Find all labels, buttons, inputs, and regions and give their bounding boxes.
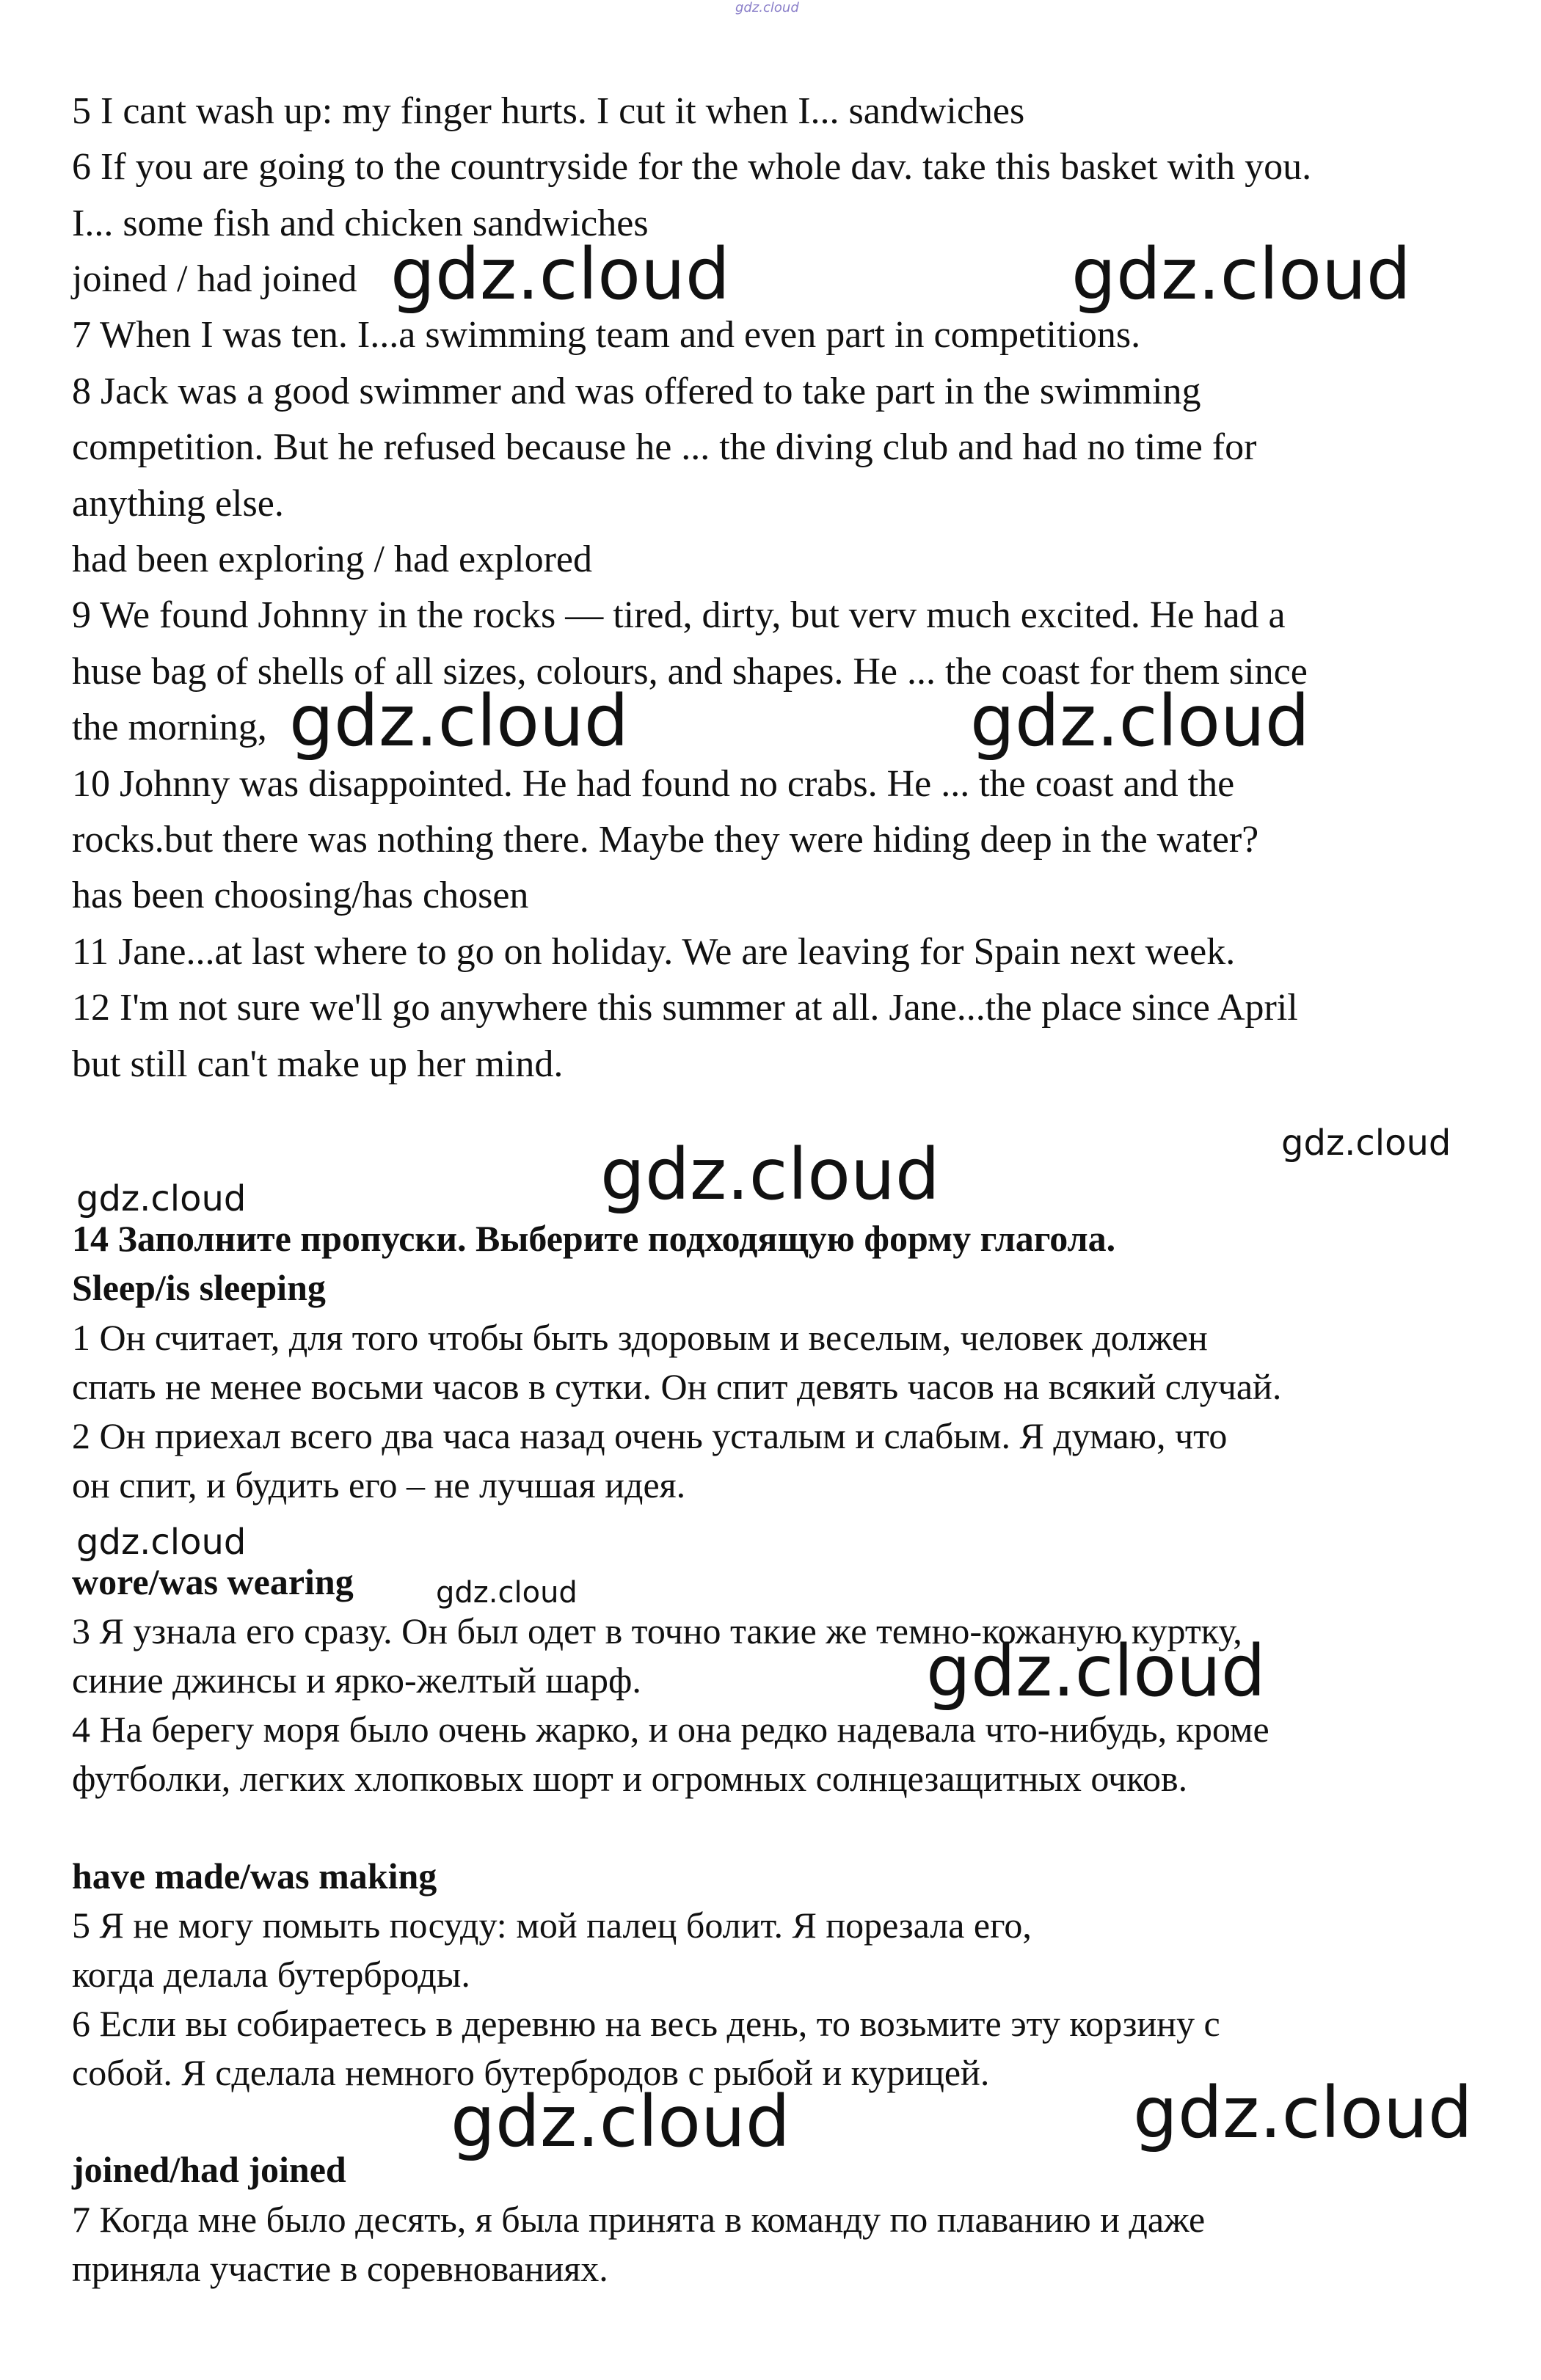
translation-line: 5 Я не могу помыть посуду: мой палец болит. Я порезала его, bbox=[72, 1905, 1032, 1946]
watermark: gdz.cloud bbox=[436, 1576, 578, 1610]
english-options-heading: had been exploring / had explored bbox=[72, 539, 592, 580]
english-options-heading: has been choosing/has chosen bbox=[72, 875, 529, 916]
translation-line: синие джинсы и ярко-желтый шарф. bbox=[72, 1660, 641, 1701]
english-line: anything else. bbox=[72, 483, 284, 525]
watermark: gdz.cloud bbox=[451, 2081, 790, 2163]
watermark: gdz.cloud bbox=[970, 680, 1310, 762]
watermark: gdz.cloud bbox=[390, 233, 730, 315]
translation-line: приняла участие в соревнованиях. bbox=[72, 2248, 608, 2289]
english-line: 8 Jack was a good swimmer and was offered to take part in the swimming bbox=[72, 370, 1201, 412]
english-line: 12 I'm not sure we'll go anywhere this summer at all. Jane...the place since April bbox=[72, 987, 1298, 1029]
translation-line: спать не менее восьми часов в сутки. Он спит девять часов на всякий случай. bbox=[72, 1366, 1282, 1407]
watermark: gdz.cloud bbox=[600, 1134, 940, 1216]
watermark: gdz.cloud bbox=[76, 1522, 247, 1563]
translation-line: собой. Я сделала немного бутербродов с рыбой и курицей. bbox=[72, 2052, 990, 2093]
english-line: 11 Jane...at last where to go on holiday. We are leaving for Spain next week. bbox=[72, 931, 1236, 973]
english-line: rocks.but there was nothing there. Maybe they were hiding deep in the water? bbox=[72, 819, 1259, 861]
group-heading: wore/was wearing bbox=[72, 1561, 354, 1602]
exercise-title: 14 Заполните пропуски. Выберите подходящую форму глагола. bbox=[72, 1218, 1116, 1259]
english-line: I... some fish and chicken sandwiches bbox=[72, 202, 649, 244]
watermark: gdz.cloud bbox=[1071, 233, 1411, 315]
english-line: 6 If you are going to the countryside for the whole dav. take this basket with you. bbox=[72, 146, 1312, 188]
group-heading: Sleep/is sleeping bbox=[72, 1267, 326, 1308]
watermark: gdz.cloud bbox=[76, 1178, 247, 1219]
translation-line: футболки, легких хлопковых шорт и огромных солнцезащитных очков. bbox=[72, 1758, 1188, 1799]
english-line: competition. But he refused because he ... the diving club and had no time for bbox=[72, 426, 1257, 468]
watermark: gdz.cloud bbox=[1281, 1123, 1451, 1164]
watermark: gdz.cloud bbox=[289, 680, 629, 762]
english-line: 10 Johnny was disappointed. He had found no crabs. He ... the coast and the bbox=[72, 763, 1235, 805]
translation-line: 7 Когда мне было десять, я была принята в команду по плаванию и даже bbox=[72, 2199, 1206, 2240]
english-line: 7 When I was ten. I...a swimming team and even part in competitions. bbox=[72, 314, 1141, 356]
translation-line: 2 Он приехал всего два часа назад очень усталым и слабым. Я думаю, что bbox=[72, 1415, 1228, 1456]
header-watermark: gdz.cloud bbox=[735, 0, 799, 15]
english-line: 9 We found Johnny in the rocks — tired, dirty, but verv much excited. He had a bbox=[72, 594, 1286, 636]
english-line: huse bag of shells of all sizes, colours, and shapes. He ... the coast for them since bbox=[72, 651, 1308, 693]
english-line: 5 I cant wash up: my finger hurts. I cut it when I... sandwiches bbox=[72, 90, 1025, 132]
group-heading: joined/had joined bbox=[72, 2149, 346, 2190]
translation-line: 3 Я узнала его сразу. Он был одет в точно такие же темно-кожаную куртку, bbox=[72, 1610, 1242, 1651]
translation-line: 1 Он считает, для того чтобы быть здоровым и веселым, человек должен bbox=[72, 1317, 1208, 1358]
translation-line: 6 Если вы собираетесь в деревню на весь день, то возьмите эту корзину с bbox=[72, 2003, 1220, 2044]
group-heading: have made/was making bbox=[72, 1855, 437, 1897]
english-line: the morning, bbox=[72, 707, 267, 748]
translation-line: 4 На берегу моря было очень жарко, и она редко надевала что-нибудь, кроме bbox=[72, 1709, 1269, 1750]
watermark: gdz.cloud bbox=[926, 1630, 1266, 1712]
translation-line: когда делала бутерброды. bbox=[72, 1954, 470, 1995]
translation-line: он спит, и будить его – не лучшая идея. bbox=[72, 1464, 686, 1505]
english-line: but still can't make up her mind. bbox=[72, 1043, 564, 1085]
english-options-heading: joined / had joined bbox=[72, 258, 357, 300]
watermark: gdz.cloud bbox=[1133, 2072, 1473, 2154]
